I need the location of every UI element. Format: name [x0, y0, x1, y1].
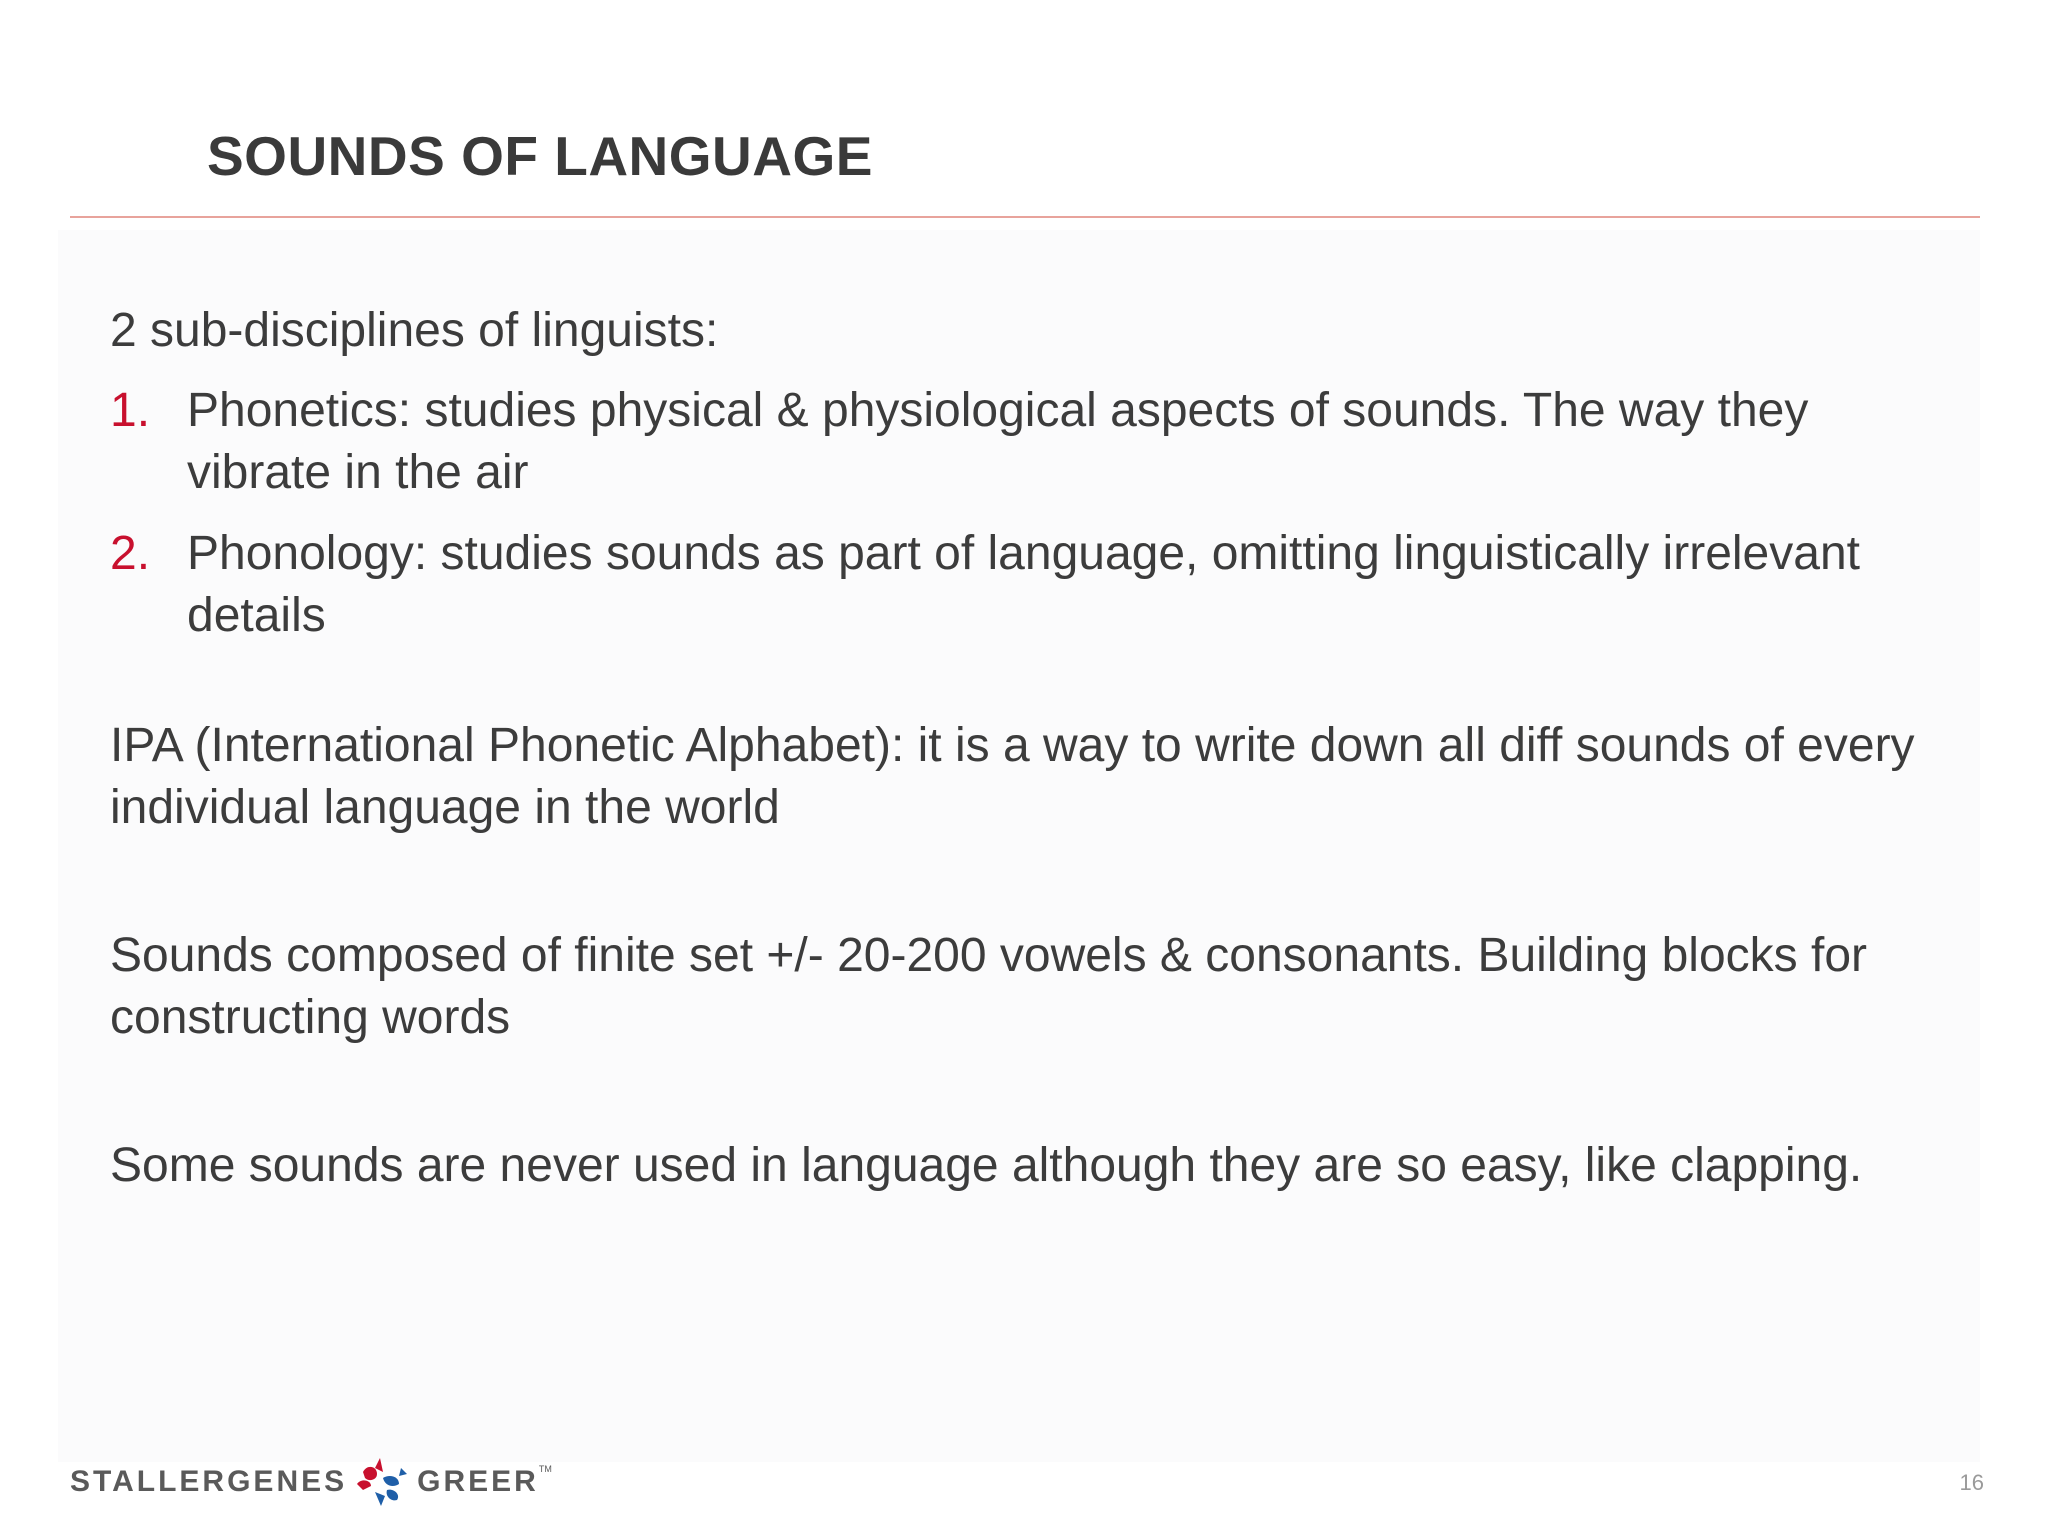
slide-title: SOUNDS OF LANGUAGE	[207, 125, 873, 187]
logo-trademark: TM	[538, 1464, 552, 1474]
list-item-text: Phonetics: studies physical & physiological aspects of sounds. The way they vibrate in the air	[187, 384, 1809, 499]
list-number: 1.	[110, 384, 151, 437]
clapping-paragraph: Some sounds are never used in language although they are so easy, like clapping.	[110, 1139, 1863, 1192]
title-divider	[70, 216, 1980, 218]
sounds-paragraph: Sounds composed of finite set +/- 20-200 vowels & consonants. Building blocks for constructing words	[110, 929, 1867, 1044]
intro-text: 2 sub-disciplines of linguists:	[110, 304, 719, 357]
company-logo	[70, 1454, 552, 1510]
list-item	[110, 380, 1950, 504]
numbered-list	[110, 380, 1950, 647]
logo-text-left: STALLERGENES	[70, 1465, 348, 1498]
list-item	[110, 523, 1950, 647]
list-item-text: Phonology: studies sounds as part of language, omitting linguistically irrelevant details	[187, 527, 1860, 642]
slide-body	[110, 300, 1950, 1197]
logo-text-right: GREER	[417, 1465, 539, 1498]
list-number: 2.	[110, 527, 151, 580]
stallergenes-greer-logo-mark-icon	[353, 1454, 411, 1510]
page-number: 16	[1959, 1470, 1984, 1495]
ipa-paragraph: IPA (International Phonetic Alphabet): it is a way to write down all diff sounds of every individual language in the world	[110, 719, 1915, 834]
